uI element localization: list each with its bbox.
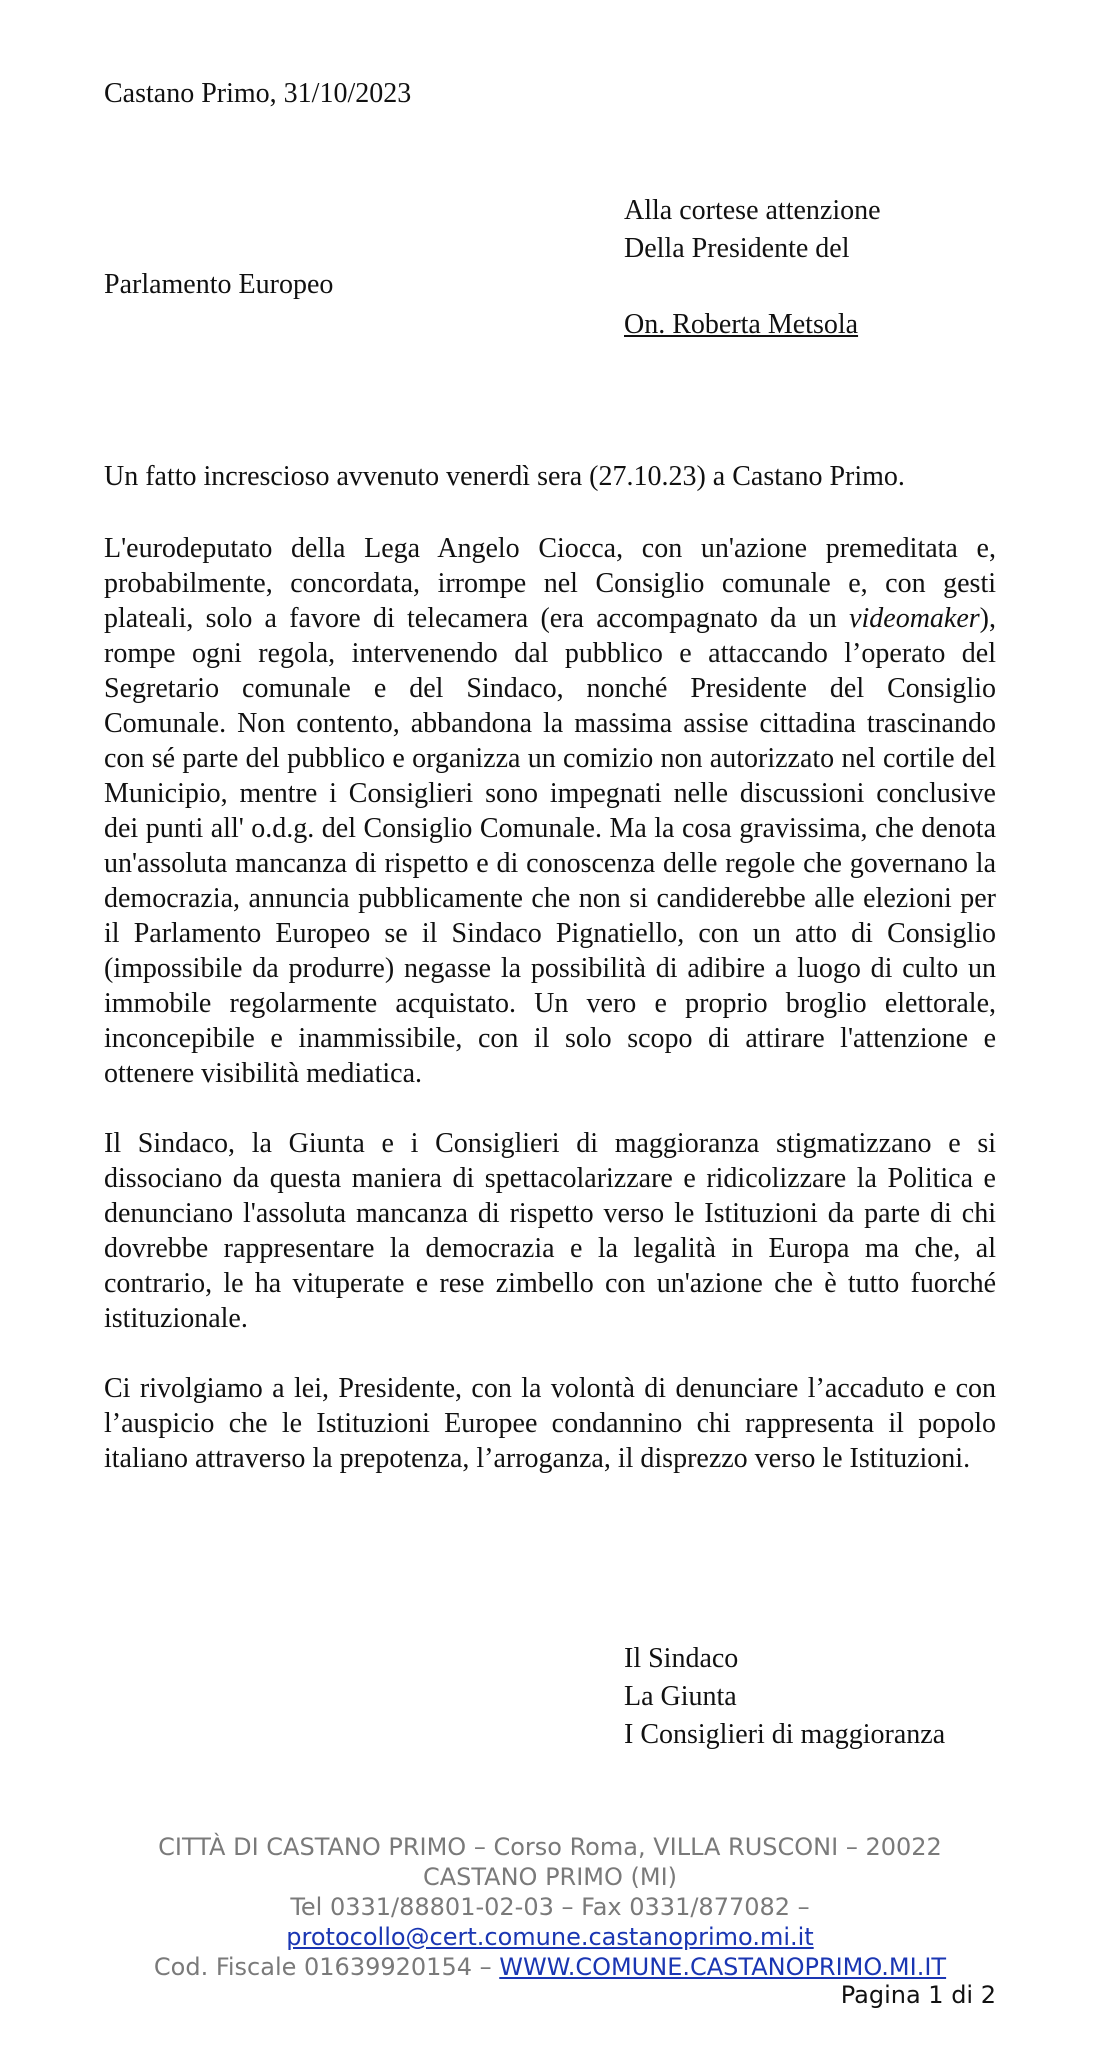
footer-website-link[interactable]: WWW.COMUNE.CASTANOPRIMO.MI.IT <box>499 1953 947 1981</box>
paragraph-1-text-a: L'eurodeputato della Lega Angelo Ciocca, con un'azione premeditata e, probabilmente, concordata, irrompe nel Consiglio comunale e, con gesti plateali, solo a favore di telecamera (era accompagnato da un <box>104 533 996 634</box>
body-paragraph-2: Il Sindaco, la Giunta e i Consiglieri di maggioranza stigmatizzano e si dissociano da questa maniera di spettacolarizzare e ridicolizzare la Politica e denunciano l'assoluta mancanza di rispetto verso le Istituzioni da parte di chi dovrebbe rappresentare la democrazia e la legalità in Europa ma che, al contrario, le ha vituperate e rese zimbello con un'azione che è tutto fuorché istituzionale. <box>104 1128 996 1334</box>
date-line: Castano Primo, 31/10/2023 <box>104 78 412 109</box>
letter-body <box>104 531 996 1511</box>
signature-councillors: I Consiglieri di maggioranza <box>624 1719 946 1750</box>
paragraph-1-italic: videomaker <box>849 603 980 634</box>
footer-phone-line: Tel 0331/88801-02-03 – Fax 0331/877082 – <box>290 1893 810 1921</box>
body-paragraph-1 <box>104 531 996 1091</box>
addressee-block <box>624 193 1044 345</box>
addressee-line-1: Alla cortese attenzione <box>624 195 881 226</box>
page-number: Pagina 1 di 2 <box>840 1981 996 2009</box>
signature-mayor: Il Sindaco <box>624 1643 739 1674</box>
recipient-name: On. Roberta Metsola <box>624 309 859 340</box>
signature-block <box>624 1641 945 1755</box>
signature-council: La Giunta <box>624 1681 737 1712</box>
institution-name: Parlamento Europeo <box>104 269 334 300</box>
footer-email-link[interactable]: protocollo@cert.comune.castanoprimo.mi.it <box>286 1923 814 1951</box>
paragraph-1-text-b: ), rompe ogni regola, intervenendo dal pubblico e attaccando l’operato del Segretario comunale e del Sindaco, nonché Presidente del Consiglio Comunale. Non contento, abbandona la massima assise cittadina trascinando con sé parte del pubblico e organizza un comizio non autorizzato nel cortile del Municipio, mentre i Consiglieri sono impegnati nelle discussioni conclusive dei punti all' o.d.g. del Consiglio Comunale. Ma la cosa gravissima, che denota un'assoluta mancanza di rispetto e di conoscenza delle regole che governano la democrazia, annuncia pubblicamente che non si candiderebbe alle elezioni per il Parlamento Europeo se il Sindaco Pignatiello, con un atto di Consiglio (impossibile da produrre) negasse la possibilità di adibire a luogo di culto un immobile regolarmente acquistato. Un vero e proprio broglio elettorale, inconcepibile e inammissibile, con il solo scopo di attirare l'attenzione e ottenere visibilità mediatica. <box>104 603 996 1089</box>
footer-tax-code: Cod. Fiscale 01639920154 – <box>153 1953 500 1981</box>
body-paragraph-3: Ci rivolgiamo a lei, Presidente, con la volontà di denunciare l’accaduto e con l’auspicio che le Istituzioni Europee condannino chi rappresenta il popolo italiano attraverso la prepotenza, l’arroganza, il disprezzo verso le Istituzioni. <box>104 1373 996 1474</box>
footer-address-line-1: CITTÀ DI CASTANO PRIMO – Corso Roma, VILLA RUSCONI – 20022 <box>158 1833 942 1861</box>
footer <box>80 1832 1020 1982</box>
addressee-spacer <box>624 269 1044 307</box>
subject-line: Un fatto increscioso avvenuto venerdì sera (27.10.23) a Castano Primo. <box>104 461 905 492</box>
addressee-line-2: Della Presidente del <box>624 233 850 264</box>
footer-address-line-2: CASTANO PRIMO (MI) <box>422 1863 678 1891</box>
